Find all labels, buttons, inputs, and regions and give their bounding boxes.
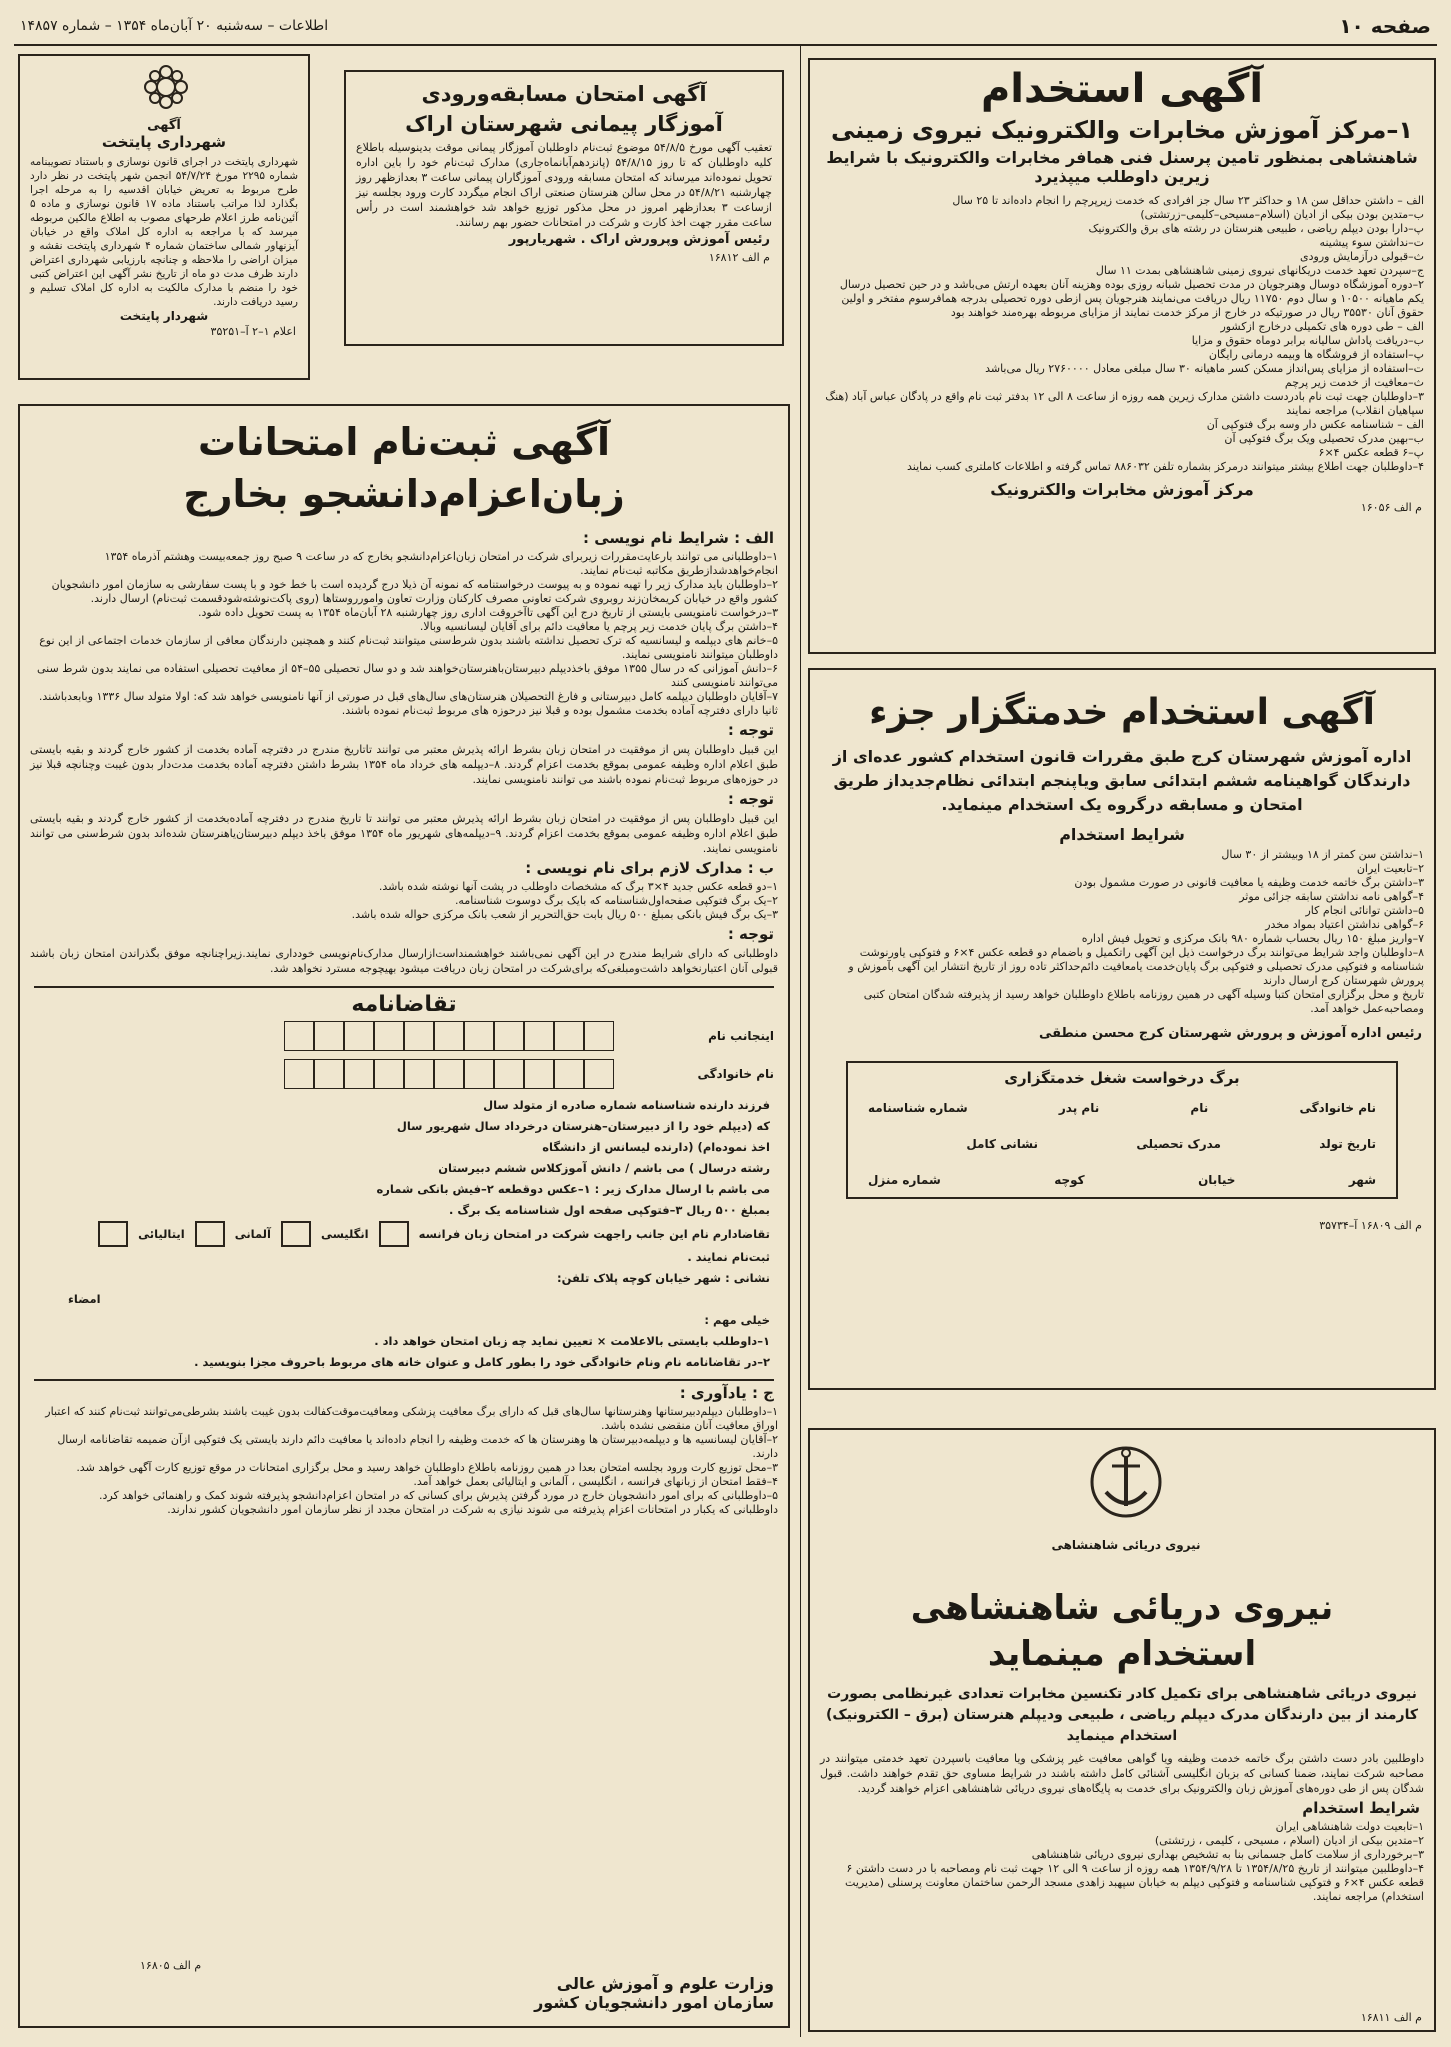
list-item: پ–۶ قطعه عکس ۴×۶ — [1318, 446, 1424, 459]
municipality-emblem-icon — [141, 62, 191, 112]
ad-exam-list-c — [20, 1405, 788, 1517]
list-item: ۳–داشتن برگ خاتمه خدمت وظیفه یا معافیت قانونی در صورت مشمول بودن — [1074, 876, 1424, 889]
list-item: داوطلبانی که یکبار در امتحانات اعزام پذیرفته می شوند نیازی به شرکت در امتحان مجدد از نظر سازمان امور دانشجویان کشور ندارند. — [167, 1503, 778, 1516]
page-number: صفحه ۱۰ — [1339, 14, 1431, 38]
servant-form-title: برگ درخواست شغل خدمتگزاری — [1004, 1069, 1240, 1087]
form-field-label: نام خانوادگی — [697, 1067, 774, 1081]
form-field-label: شهر — [1348, 1173, 1376, 1187]
form-field-label: شماره منزل — [868, 1173, 941, 1187]
ad-exam-note1: این قبیل داوطلبان پس از موفقیت در امتحان زبان بشرط ارائه پذیرش معتبر می توانند تاتاریخ مندرج در دفترچه آماده بخدمت از کشور خارج گردند و بقیه بایستی طبق اعلام اداره وظیفه عمومی بموقع بخدمت اعزام گردند. ۸–دیپلمه های خرداد ماه ۱۳۵۴ بشرط داشتن دفترچه آماده بخدمت مدت‌دار بدون غیبت وچنانچه قبلا نیز در حوزه‌های مربوط ثبت‌نام نموده باشند می توانند نامنویسی نمایند. — [30, 743, 779, 786]
ad-comm-center — [808, 58, 1436, 654]
ad-municipality — [18, 54, 310, 380]
english-checkbox[interactable] — [281, 1221, 311, 1247]
ad-exam-list-a — [20, 550, 788, 718]
first-name-grid[interactable] — [284, 1021, 614, 1051]
ad-servant-intro: اداره آموزش شهرستان کرج طبق مقررات قانون استخدام کشور عده‌ای از دارندگان گواهینامه ششم ابتدائی سابق ویاپنجم ابتدائی نظام‌جدیداز طریق امتحان و مسابقه درگروه یک استخدام مینماید. — [832, 747, 1412, 814]
ad-navy — [808, 1428, 1436, 2032]
signature-line: وزارت علوم و آموزش عالی — [556, 1974, 774, 1993]
servant-application-form — [846, 1061, 1398, 1199]
language-choice-row — [38, 1221, 770, 1247]
ad-exam-note3: داوطلبانی که دارای شرایط مندرج در این آگهی نمی‌باشند خواهشمند‌است‌ازارسال مدارک‌نام‌نویسی خودداری نمایند.زیراچنانچه موفق بگذراندن امتحان زبان باشند قبولی آنان اعتبارنخواهد داشت‌ومبلغی‌که برای‌شرکت در امتحان زبان دریافت میشود بهیچوجه مسترد نخواهد شد. — [30, 947, 778, 975]
list-item: ۵–داوطلبانی که برای امور دانشجویان خارج در مورد گرفتن پذیرش برای کسانی که در امتحان اعزام‌دانشجو پذیرفته شوند کمک و راهنمائی خواهد کرد. — [98, 1489, 778, 1502]
form-field-label: مدرک تحصیلی — [1136, 1137, 1221, 1151]
list-item: ج–سپردن تعهد خدمت دریکانهای نیروی زمینی شاهنشاهی بمدت ۱۱ سال — [1095, 264, 1424, 277]
list-item: ۲–متدین بیکی از ادیان (اسلام ، مسیحی ، کلیمی ، زرتشتی) — [1154, 1834, 1424, 1847]
ad-exam — [18, 404, 790, 2028]
ad-comm-signature: مرکز آموزش مخابرات والکترونیک — [990, 480, 1254, 499]
ad-exam-section-a: الف : شرایط نام نویسی : — [582, 529, 774, 547]
ad-exam-note3-title: توجه : — [727, 925, 774, 943]
ad-arak-signature: رئیس آموزش وپرورش اراک . شهریارپور — [508, 232, 770, 247]
list-item: پ–دارا بودن دیپلم ریاضی ، طبیعی هنرستان در رشته های برق والکترونیک — [1088, 222, 1424, 235]
list-item: ب–متدین بودن بیکی از ادیان (اسلام–مسیحی–کلیمی–زرتشتی) — [1140, 208, 1424, 221]
list-item: ۴–داوطلبان جهت اطلاع بیشتر میتوانند درمرکز بشماره تلفن ۸۸۶۰۳۲ تماس گرفته و اطلاعات کاملتری کسب نمایند — [907, 460, 1424, 473]
ad-navy-code: م الف ۱۶۸۱۱ — [1360, 2011, 1422, 2024]
ad-municipality-title: شهرداری پایتخت — [101, 133, 227, 151]
list-item: ۴–داوطلبین میتوانند از تاریخ ۱۳۵۴/۸/۲۵ تا ۱۳۵۴/۹/۲۸ همه روزه از ساعت ۹ الی ۱۲ جهت ثبت نام ومصاحبه با در دست داشتن ۶ قطعه عکس ۴×۶ و فتوکپی شناسنامه و فتوکپی دیپلم به خیابان سپهبد زاهدی مسجد الرحمن ساختمان معاونت پرسنلی (مدیریت استخدام) مراجعه نمایند. — [845, 1862, 1424, 1903]
form-field-label: خیابان — [1198, 1173, 1236, 1187]
anchor-icon — [1086, 1440, 1166, 1530]
servant-form-row — [848, 1097, 1396, 1119]
servant-form-row — [848, 1155, 1396, 1191]
list-item: ۱–تابعیت دولت شاهنشاهی ایران — [1275, 1820, 1424, 1833]
navy-emblem-caption: نیروی دریائی شاهنشاهی — [1051, 1538, 1201, 1552]
navy-emblem-block — [1026, 1440, 1226, 1580]
ad-navy-list — [810, 1820, 1434, 1904]
form-line: که (دیپلم خود را از دبیرستان–هنرستان درخرداد سال شهریور سال — [396, 1119, 770, 1133]
ad-navy-subtitle: استخدام مینماید — [987, 1634, 1257, 1674]
list-item: تاریخ و محل برگزاری امتحان کتبا وسیله آگهی در همین روزنامه باطلاع داوطلبان خواهد رسید از پذیرفته شدگان امتحان کتبی ومصاحبه‌عمل خواهد آمد. — [863, 988, 1424, 1015]
ad-municipality-body: شهرداری پایتخت در اجرای قانون نوسازی و باستناد تصویبنامه شماره ۲۲۹۵ مورخ ۵۴/۷/۲۴ انجمن شهر پایتخت در نظر دارد طرح مربوط به تعریض خیابان اقدسیه را به مرحله اجرا بگذارد لذا مراتب باستناد ماده ۱۷ قانون نوسازی و ماده ۵ آئین‌نامه طرز اعلام طرحهای مصوب به اطلاع مالکین مربوطه میرسد که با مراجعه به اداره کل املاک واقع در خیابان آیزنهاور شمالی ساختمان شماره ۴ شهرداری پایتخت نقشه و میزان اراضی را ملاحظه و چنانچه بارزیابی شهرداری اعتراض دارند ظرف مدت دو ماه از تاریخ نشر آگهی این اعتراض کتبی خود را منضم با مدارک مالکیت به اداره کل املاک تسلیم و رسید دریافت دارند. — [30, 156, 298, 308]
column-divider — [800, 46, 801, 2037]
form-line: فرزند دارنده شناسنامه شماره صادره از متولد سال — [483, 1098, 770, 1112]
form-line: خیلی مهم : — [704, 1313, 770, 1327]
list-item: الف – طی دوره های تکمیلی درخارج ازکشور — [1220, 320, 1424, 333]
language-label: ایتالیائی — [138, 1226, 185, 1241]
form-line: تقاضا‌دارم نام این جانب راجهت شرکت در امتحان زبان فرانسه — [418, 1226, 770, 1241]
list-item: ۲–دوره آموزشگاه دوسال وهنرجویان در مدت تحصیل شبانه روزی بوده وهزینه آنان بعهده ارتش می‌باشد و در حین تحصیل درسال یکم ماهیانه ۱۰۵۰۰ و سال دوم ۱۱۷۵۰ ریال دریافت می‌نمایند هنرجویان پس ازطی دوره تحصیلی بدرجه هما‌فرسوم مفتخر و اولین حقوق آنان ۳۵۵۳۰ ریال در صورتیکه در خارج از مرکز خدمت نمایند از مزایای مربوطه بهره‌مند خواهند بود — [839, 278, 1424, 319]
list-item: ۸–داوطلبان واجد شرایط می‌توانند برگ درخواست ذیل این آگهی راتکمیل و باضمام دو قطعه عکس ۴×۶ و فتوکپی یاورنوشت شناسنامه و فتوکپی مدرک تحصیلی و فتوکپی برگ پایان‌خدمت یامعافیت دائم‌حداکثر تاده روز از تاریخ انتشار این آگهی بآموزش و پرورش شهرستان کرج ارسال دارند — [848, 946, 1424, 987]
form-line: ۱–داوطلب بایستی بالاعلامت × تعیین نماید چه زبان امتحان خواهد داد . — [374, 1334, 770, 1348]
french-checkbox[interactable] — [379, 1221, 409, 1247]
list-item: ۳–یک برگ فیش بانکی بمبلغ ۵۰۰ ریال بابت حق‌التحریر از شعب بانک مرکزی حواله شده باشد. — [351, 908, 778, 921]
ad-exam-section-b: ب : مدارک لازم برای نام نویسی : — [525, 859, 774, 877]
list-item: ۳–درخواست نامنویسی بایستی از تاریخ درج این آگهی تاآخروقت اداری روز چهارشنبه ۲۸ آبان‌ماه ۱۳۵۴ به پست تحویل داده شود. — [197, 606, 778, 619]
list-item: ۲–تابعیت ایران — [1356, 862, 1424, 875]
ad-exam-note2: این قبیل داوطلبان پس از موفقیت در امتحان زبان بشرط ارائه پذیرش معتبر می توانند تا تاریخ مندرج در دفترچه آماده‌بخدمت از کشور خارج گردند و بقیه بایستی طبق اعلام اداره وظیفه عمومی بموقع بخدمت اعزام گردند. ۹–دیپلمه‌های شهریور ماه ۱۳۵۴ موفق باخذ دیپلم دبیرستان‌یاهنرستان شده‌اند بدون شرط‌سنی می توانند نامنویسی نمایند. — [30, 812, 779, 855]
last-name-grid[interactable] — [284, 1059, 614, 1089]
list-item: ۴–گواهی نامه نداشتن سابقه جزائی موثر — [1239, 890, 1424, 903]
ad-comm-list — [810, 194, 1434, 474]
list-item: ۷–واریز مبلغ ۱۵۰ ریال بحساب شماره ۹۸۰ بانک مرکزی و تحویل فیش اداره — [1081, 932, 1424, 945]
ad-municipality-code: اعلام ۱–۲ آ–۳۵۲۵۱ — [210, 325, 296, 338]
list-item: ۴–داشتن برگ پایان خدمت زیر پرچم یا معافیت دائم برای آقایان لیسانسیه وبالا. — [419, 620, 778, 633]
list-item: ث–قبولی درآزمایش ورودی — [1300, 250, 1424, 263]
form-line: ۲–در تقاضانامه نام ونام خانوادگی خود را بطور کامل و عنوان خانه های مربوط باحروف مجزا بنویسید . — [194, 1355, 770, 1369]
ad-exam-subtitle: زبان‌اعزام‌دانشجو بخارج — [183, 472, 625, 516]
ad-servant-list — [810, 848, 1434, 1016]
list-item: الف – داشتن حداقل سن ۱۸ و حداکثر ۲۳ سال جز افرادی که خدمت زیرپرچم را انجام داده‌اند تا ۲۵ سال — [952, 194, 1424, 207]
form-line: ثبت‌نام نمایند . — [687, 1250, 770, 1264]
ad-servant-title: آگهی استخدام خدمتگزار جزء — [869, 692, 1375, 733]
ad-arak — [344, 70, 784, 346]
list-item: ۱–نداشتن سن کمتر از ۱۸ وبیشتر از ۳۰ سال — [1221, 848, 1424, 861]
ad-exam-title: آگهی ثبت‌نام امتحانات — [198, 420, 610, 464]
ad-arak-title: آگهی امتحان مسابقه‌ورودی — [421, 82, 707, 106]
ad-exam-list-b — [20, 880, 788, 922]
list-item: ت–استفاده از مزایای پس‌انداز مسکن کسر ماهیانه ۳۰ سال مبلغی معادل ۲۷۶۰۰۰۰ ریال می‌باشد — [985, 362, 1424, 375]
list-item: ۳–داوطلبان جهت ثبت نام بادردست داشتن مدارک زیرین همه روزه از ساعت ۸ الی ۱۲ بدفتر ثبت نام واقع در پادگان عباس آباد (هنگ سپاهیان انقلاب) مراجعه نمایند — [825, 390, 1424, 417]
exam-application-form — [34, 986, 774, 1373]
form-field-label: اینجانب نام — [708, 1029, 774, 1043]
form-line: اخذ نموده‌ام) (دارنده لیسانس از دانشگاه — [542, 1140, 770, 1154]
form-field-label: نشانی کامل — [966, 1137, 1038, 1151]
form-line: بمبلغ ۵۰۰ ریال ۳–فتوکپی صفحه اول شناسنامه یک برگ . — [448, 1203, 770, 1217]
form-field-label: شماره شناسنامه — [868, 1101, 968, 1115]
list-item: ۵–داشتن توانائی انجام کار — [1305, 904, 1424, 917]
ad-arak-subtitle: آموزگار پیمانی شهرستان اراک — [405, 112, 723, 136]
ad-arak-code: م الف ۱۶۸۱۲ — [708, 251, 770, 264]
issue-info: اطلاعات – سه‌شنبه ۲۰ آبان‌ماه ۱۳۵۴ – شماره ۱۴۸۵۷ — [20, 18, 329, 34]
italian-checkbox[interactable] — [98, 1221, 128, 1247]
ad-exam-section-c: ج : یادآوری : — [679, 1384, 774, 1402]
ad-exam-signature — [534, 1974, 774, 2012]
ad-navy-body: داوطلبین بادر دست داشتن برگ خاتمه خدمت وظیفه ویا گواهی معافیت غیر پزشکی ویا معافیت باسپردن تعهد خدمتی میتوانند در مصاحبه شرکت نمایند، ضمنا کسانی که بزبان انگلیسی آشنائی کامل داشته باشند در شرایط مساوی حق تقدم خواهند داشت. قبول شدگان پس از طی دوره‌های آموزش زبان والکترونیک برای خدمت به پایگاه‌های نیروی دریائی شاهنشاهی اعزام خواهند گردید. — [820, 1752, 1424, 1795]
list-item: ۳–برخورداری از سلامت کامل جسمانی بنا به تشخیص بهداری نیروی دریائی شاهنشاهی — [1031, 1848, 1424, 1861]
ad-servant-code: م الف ۱۶۸۰۹ آ–۳۵۷۳۴ — [1319, 1219, 1422, 1232]
list-item: ب–دریافت پاداش سالیانه برابر دوماه حقوق و مزایا — [1191, 334, 1424, 347]
list-item: ۱–داوطلبانی می توانند بارعایت‌مقررات زیربرای شرکت در امتحان زبان‌اعزام‌دانشجو بخارج که در ساعت ۹ صبح روز جمعه‌بیست وهشتم آذرماه ۱۳۵۴ انجام‌خواهد‌شد‌ازطریق مکاتبه ثبت‌نام نمایند. — [104, 550, 778, 577]
form-field-label: کوچه — [1054, 1173, 1085, 1187]
form-row — [34, 1059, 774, 1089]
list-item: پ–استفاده از فروشگاه ها وبیمه درمانی رایگان — [1208, 348, 1424, 361]
signature-line: سازمان امور دانشجویان کشور — [534, 1993, 774, 2012]
form-body — [34, 1089, 774, 1373]
signature-field: امضاء — [68, 1292, 101, 1306]
form-field-label: تاریخ تولد — [1319, 1137, 1376, 1151]
ad-servant — [808, 668, 1436, 1390]
form-field-label: نام خانوادگی — [1299, 1101, 1376, 1115]
exam-form-title: تقاضانامه — [351, 992, 457, 1017]
list-item: ت–نداشتن سوء پیشینه — [1319, 236, 1424, 249]
ad-comm-title: آگهی استخدام — [980, 66, 1264, 112]
language-label: انگلیسی — [320, 1226, 369, 1241]
ad-comm-intro: شاهنشاهی بمنظور تامین پرسنل فنی هما‌فر مخابرات والکترونیک با شرایط زیرین داوطلب میپذیرد — [826, 148, 1418, 186]
list-item: ب–بهین مدرک تحصیلی ویک برگ فتوکپی آن — [1224, 432, 1424, 445]
ad-comm-subtitle: ۱–مرکز آموزش مخابرات والکترونیک نیروی زمینی — [831, 116, 1413, 144]
form-line: می باشم با ارسال مدارک زیر : ۱–عکس دوقطعه ۲–فیش بانکی شماره — [376, 1182, 770, 1196]
list-item: ۱–دو قطعه عکس جدید ۴×۳ برگ که مشخصات داوطلب در پشت آنها نوشته شده باشد. — [378, 880, 778, 893]
form-field-label: نام پدر — [1058, 1101, 1100, 1115]
list-item: ث–معافیت از خدمت زیر پرچم — [1284, 376, 1424, 389]
form-line: نشانی : شهر خیابان کوچه پلاک تلفن: — [557, 1271, 770, 1285]
ad-navy-conditions-title: شرایط استخدام — [1302, 1799, 1420, 1817]
ad-exam-note-title: توجه : — [727, 790, 774, 808]
list-item: ۶–دانش آموزانی که در سال ۱۳۵۵ موفق باخذدیپلم دبیرستان‌باهنرستان‌خواهند شد و دو سال تحصیلی ۵۵–۵۴ از معافیت تحصیلی استفاده می نمایند بدون شرط سنی می‌توانند نامنویسی کنند — [37, 662, 778, 689]
list-item: ۲–یک برگ فتوکپی صفحه‌اول‌شناسنامه که بایک برگ دوسوت شناسنامه. — [454, 894, 778, 907]
ad-comm-code: م الف ۱۶۰۵۶ — [1360, 501, 1422, 514]
list-item: ۳–محل توزیع کارت ورود بجلسه امتحان بعدا در همین روزنامه باطلاع داوطلبان خواهد رسید و محل برگزاری امتحانات در موقع توزیع کارت آگهی خواهد شد. — [76, 1461, 778, 1474]
list-item: ۷–آقایان داوطلبان دیپلمه کامل دبیرستانی و فارغ التحصیلان هنرستان‌های سال‌های قبل در صورتی از آنها نامنویسی خواهد شد که: اولا متولد سال ۱۳۳۶ وبابعد‌باشند. ثانیا دارای دفترچه آماده بخدمت مشمول بوده و قبلا نیز درحوزه های مربوط ثبت‌نام نموده باشند. — [38, 690, 778, 717]
ad-servant-conditions-title: شرایط استخدام — [1059, 825, 1185, 844]
form-field-label: نام — [1190, 1101, 1209, 1115]
ad-navy-intro: نیروی دریائی شاهنشاهی برای تکمیل کادر تکنسین مخابرات تعدادی غیرنظامی بصورت کارمند از بین دارندگان مدرک دیپلم ریاضی ، طبیعی ودیپلم هنرستان (برق – الکترونیک) استخدام مینماید — [826, 1686, 1418, 1744]
german-checkbox[interactable] — [195, 1221, 225, 1247]
list-item: الف – شناسنامه عکس دار وسه برگ فتوکپی آن — [1206, 418, 1424, 431]
list-item: ۱–داوطلبان دیپلم‌دبیرستانها وهنرستانها سال‌های قبل که دارای برگ معافیت پزشکی ومعافیت‌موقت‌کفالت بدون غیبت باشند بشرطی‌می‌توانند ثبت‌نام کنند که اعتبار اوراق معافیت آنان منقضی نشده باشد. — [45, 1405, 778, 1432]
form-line: رشته درسال ) می باشم / دانش آموزکلاس ششم دبیرستان — [438, 1161, 770, 1175]
ad-navy-title: نیروی دریائی شاهنشاهی — [910, 1588, 1334, 1628]
servant-form-row — [848, 1119, 1396, 1155]
ad-municipality-label: آگهی — [147, 118, 181, 133]
ad-servant-signature: رئیس اداره آموزش و پرورش شهرستان کرج محسن منطقی — [1038, 1026, 1422, 1041]
ad-arak-body: تعقیب آگهی مورخ ۵۴/۸/۵ موضوع ثبت‌نام داوطلبان آموزگار پیمانی موقت بدینوسیله باطلاع کلیه داوطلبان که تا روز ۵۴/۸/۱۵ (پانزدهم‌آبانماه‌جاری) مدارک ثبت‌نام خود را باین اداره تحویل نموده‌اند میرساند که امتحان مسابقه ورودی آموزگاران پیمانی ساعت ۳ بعدازظهر روز چهارشنبه ۵۴/۸/۲۱ در محل سالن هنرستان صنعتی اراک انجام میگردد کارت ورود بجلسه نیز ازساعت ۳ بعدازظهر امروز در محل مذکور توزیع خواهد شد خواهشمند است در رأس ساعت مقرر جهت اخذ کارت و شرکت در امتحانات حضور بهم رسانند. — [356, 141, 773, 229]
list-item: ۵–خانم های دیپلمه و لیسانسیه که ترک تحصیل نداشته باشند بدون شرط‌سنی میتوانند ثبت‌نام کنند و همچنین دارندگان معافی از سازمان خدمات اجتماعی از این نوع داوطلبان میتوانند نامنویسی نمایند. — [39, 634, 778, 661]
list-item: ۲–آقایان لیسانسیه ها و دیپلمه‌دبیرستان ها وهنرستان ها که خدمت وظیفه را انجام داده‌اند یا معافیت دائم دارند بایستی یک فتوکپی ازآن ضمیمه تقاضانامه ارسال دارند. — [57, 1433, 778, 1460]
form-row — [34, 1021, 774, 1051]
list-item: ۶–گواهی نداشتن اعتیاد بمواد مخدر — [1265, 918, 1424, 931]
language-label: آلمانی — [234, 1226, 271, 1241]
ad-municipality-signature: شهردار پایتخت — [119, 309, 209, 323]
page-header — [14, 10, 1437, 46]
ad-exam-code: م الف ۱۶۸۰۵ — [140, 1959, 202, 1972]
list-item: ۴–فقط امتحان از زبانهای فرانسه ، انگلیسی ، آلمانی و ایتالیائی بعمل خواهد آمد. — [413, 1475, 778, 1488]
ad-exam-note-title: توجه : — [727, 721, 774, 739]
list-item: ۲–داوطلبان باید مدارک زیر را تهیه نموده و به پیوست درخواستنامه که نمونه آن ذیلا درج گردیده است با خط خود و با پست سفارشی به سازمان امور دانشجویان کشور واقع در خیابان کریمخان‌زند روبروی شرکت تعاونی مصرف کارکنان وزارت تعاون وامورروستاها (روی پاکت‌نوشته‌شود‌قسمت ثبت‌نام) ارسال دارند. — [51, 578, 778, 605]
